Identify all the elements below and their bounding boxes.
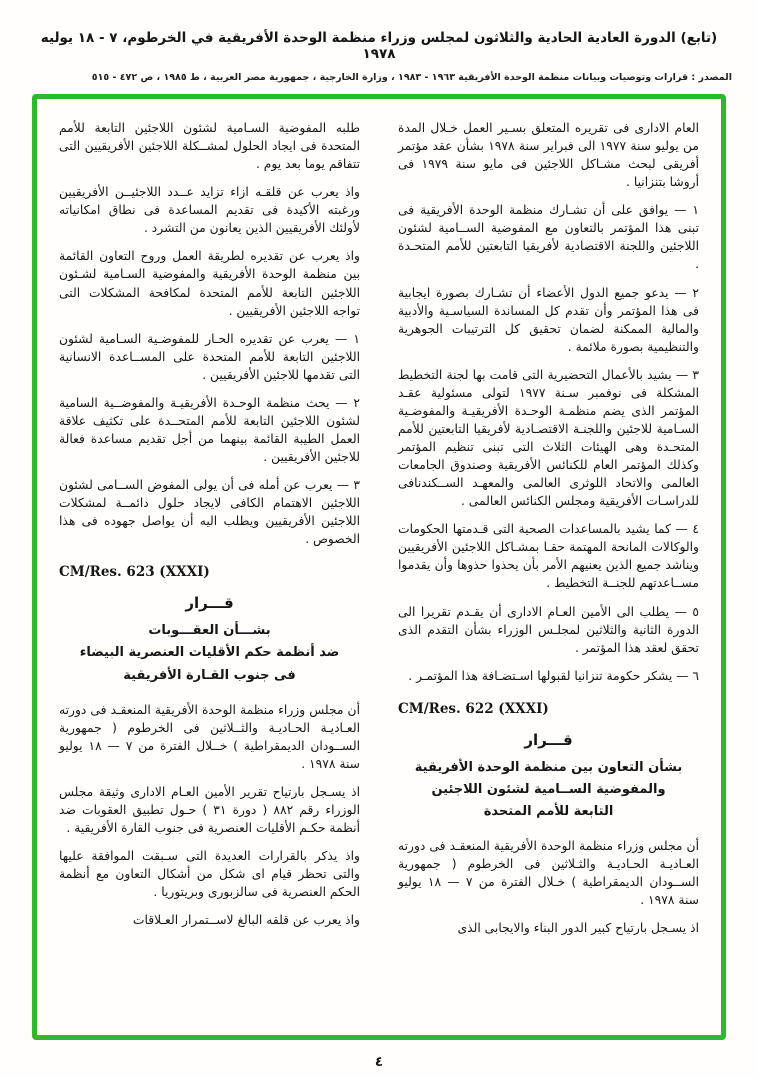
resolution-title-623 bbox=[59, 594, 360, 686]
numbered-paragraph-3: ٣ — يشيد بالأعمال التحضيرية التى قامت بها لجنة التخطيط المشكلة فى نوفمبر سـنة ١٩٧٧ لتولى مسئولية عقـد المؤتمر الذى يضم منظمـة الوحـدة الأفريقيـة والمفوضـية السـامية للاجئين واللجنـة الاقتصـادية لأفريقيا التابعتين للأمم المتحـدة وهى الهيئات الثلاث التى تبنى تنظيم المؤتمر وكذلك المؤتمر العام للكنائس الأفريقية وصندوق الجامعات العالمى والاتحاد اللوثرى العالمى والمعهـد الســكندنافى للدراسـات الأفريقية ومجلس الكنائس العالمى . bbox=[398, 367, 699, 509]
paragraph: أن مجلس وزراء منظمة الوحدة الأفريقية المنعقـد فى دورته العـاديـة الحـاديـة والثـلاثين فى الخرطوم ( جمهورية الســودان الديمقراطية ) خـلال الفترة من ٧ — ١٨ يوليو سنة ١٩٧٨ . bbox=[398, 839, 699, 908]
document-frame bbox=[32, 94, 726, 1040]
resolution-title-line: بشأن التعاون بين منظمة الوحدة الأفريقية bbox=[414, 759, 683, 775]
column-left bbox=[59, 119, 360, 1015]
resolution-title-622 bbox=[398, 731, 699, 823]
paragraph: العام الادارى فى تقريره المتعلق بسـير العمل خـلال المدة من يوليو سنة ١٩٧٧ الى فبراير سنة ١٩٧٨ بشأن عقد مؤتمر أفريقى لبحث مشـاكل اللاجئين فى مايو سنة ١٩٧٩ فى أروشا بتنزانيا . bbox=[398, 121, 699, 190]
header-title: (تابع) الدورة العادية الحادية والثلاثون لمجلس وزراء منظمة الوحدة الأفريقية في الخرطوم، ٧ - ١٨ يوليه ١٩٧٨ bbox=[40, 30, 718, 62]
paragraph: واذ يعرب عن قلقـه ازاء تزايد عــدد اللاجئيــن الأفريقيين ورغبته الأكيدة فى تقديم المساعدة فى نطاق امكانياته لأولئك الأفريقيين الذين يعانون من التشرد . bbox=[59, 185, 360, 236]
page-number: ٤ bbox=[374, 1054, 384, 1070]
resolution-id-623: CM/Res. 623 (XXXI) bbox=[59, 564, 210, 581]
numbered-paragraph-4: ٤ — كما يشيد بالمساعدات الصحية التى قـدمتها الحكومات والوكالات المانحة المهتمة حقـا بمشـاكل اللاجئين الأفريقيين ويناشد جميع الذين يعنيهم الأمر بأن يحذوا حذوها وأن يقدموا مســاعدتهم للجنــة التخطيط . bbox=[398, 522, 699, 591]
paragraph: واذ يعرب عن قلقه البالغ لاســتمرار العـلاقات bbox=[132, 913, 360, 928]
resolution-title-word: قـــرار bbox=[185, 594, 234, 613]
resolution-title-line: التابعة للأمم المتحدة bbox=[483, 803, 614, 819]
numbered-paragraph-2: ٢ — يدعو جميع الدول الأعضاء أن تشـارك بصورة ايجابية فى هذا المؤتمر وأن تقدم كل المساندة السياسـية والأدبية والمالية الممكنة لضمان تحقيق كل الترتيبات الجوهرية والتنظيمية بصورة ملائمة . bbox=[398, 285, 699, 354]
paragraph: واذ يعرب عن تقديره لطريقة العمل وروح التعاون القائمة بين منظمة الوحدة الأفريقية والمفوضية السـامية لشـئون اللاجئين التابعة للأمم المتحدة لمكافحة المشكلات التى تواجه اللاجئين الأفريقيين . bbox=[59, 249, 360, 318]
resolution-id-622: CM/Res. 622 (XXXI) bbox=[398, 700, 549, 717]
resolution-title-line: والمفوضية الســامية لشئون اللاجئين bbox=[431, 781, 666, 797]
page-header bbox=[0, 0, 758, 83]
paragraph: واذ يذكر بالقرارات العديدة التى سـبقت الموافقة عليها والتى تحظر قيام اى شكل من أشكال التعاون مع أنظمة الحكم العنصرية فى سالزبورى وبريتوريا . bbox=[59, 849, 360, 900]
paragraph: طلبه المفوضية السـامية لشئون اللاجئين التابعة للأمم المتحدة فى ايجاد الحلول لمشــكلة اللاجئين الأفريقيين التى تتفاقم يوما بعد يوم . bbox=[59, 121, 360, 172]
paragraph: اذ يسـجل بارتياح كبير الدور البناء والايجابى الذى bbox=[457, 921, 699, 936]
resolution-title-word: قـــرار bbox=[524, 730, 573, 749]
column-right bbox=[398, 119, 699, 1015]
numbered-paragraph-5: ٥ — يطلب الى الأمين العـام الادارى أن يقـدم تقريرا الى الدورة الثانية والثلاثين لمجلـس الوزراء بشأن التقدم الذى تحقق لعقد هذا المؤتمر . bbox=[398, 604, 699, 655]
paragraph: أن مجلس وزراء منظمة الوحدة الأفريقية المنعقـد فى دورته العـاديـة الحـاديـة والثــلاثين فى الخرطوم ( جمهورية الســودان الديمقراطية ) خــلال الفترة من ٧ — ١٨ يوليو سنة ١٩٧٨ . bbox=[59, 702, 360, 771]
paragraph: اذ يسـجل بارتياح تقرير الأمين العـام الادارى وثيقة مجلس الوزراء رقم ٨٨٢ ( دورة ٣١ ) حـول تطبيق العقوبات ضد أنظمة حكـم الأقليات العنصرية فى جنوب القارة الأفريقية . bbox=[59, 784, 360, 835]
resolution-title-line: فى جنوب القـارة الأفريقية bbox=[123, 667, 296, 683]
numbered-paragraph-1: ١ — يعرب عن تقديره الحـار للمفوضـية السـامية لشئون اللاجئين التابعة للأمم المتحدة على المســاعدة الانسانية التى تقدمها للاجئين الأفريقيين . bbox=[59, 331, 360, 382]
numbered-paragraph-2: ٢ — يحث منظمة الوحـدة الأفريقيـة والمفوضــية السامية لشئون اللاجئين التابعة للأمم المتحــدة على تكثيف علاقة العمل الطيبة القائمة بينهما من أجل تقديم مساعدة فعالة للاجئين الأفريقيين . bbox=[59, 395, 360, 464]
resolution-title-line: بشـــأن العقـــوبات bbox=[148, 623, 271, 639]
resolution-title-line: ضد أنظمة حكم الأقليات العنصرية البيضاء bbox=[79, 645, 340, 661]
numbered-paragraph-3: ٣ — يعرب عن أمله فى أن يولى المفوض الســامى لشئون اللاجئين الاهتمام الكافى لايجاد حلول دائمــة لمشكلات اللاجئين الأفريقيين ويطلب اليه أن يواصل جهوده فى هذا الخصوص . bbox=[59, 478, 360, 547]
header-source-line: المصدر : قرارات وتوصيات وبيانات منظمة الوحدة الأفريقية ١٩٦٣ - ١٩٨٣ ، وزارة الخارجية ، جمهورية مصر العربية ، ط ١٩٨٥ ، ص ٤٧٢ - ٥١٥ bbox=[91, 72, 732, 83]
two-column-layout bbox=[59, 119, 699, 1015]
numbered-paragraph-1: ١ — يوافق على أن تشـارك منظمة الوحدة الأفريقية فى تبنى هذا المؤتمر بالتعاون مع المفوضية الســامية لشئون اللاجئين واللجنة الاقتصادية لأفريقيا التابعتين للأمم المتحـدة . bbox=[398, 203, 699, 272]
numbered-paragraph-6: ٦ — يشكر حكومة تنزانيا لقبولها اسـتضـافة هذا المؤتمـر . bbox=[408, 668, 699, 683]
